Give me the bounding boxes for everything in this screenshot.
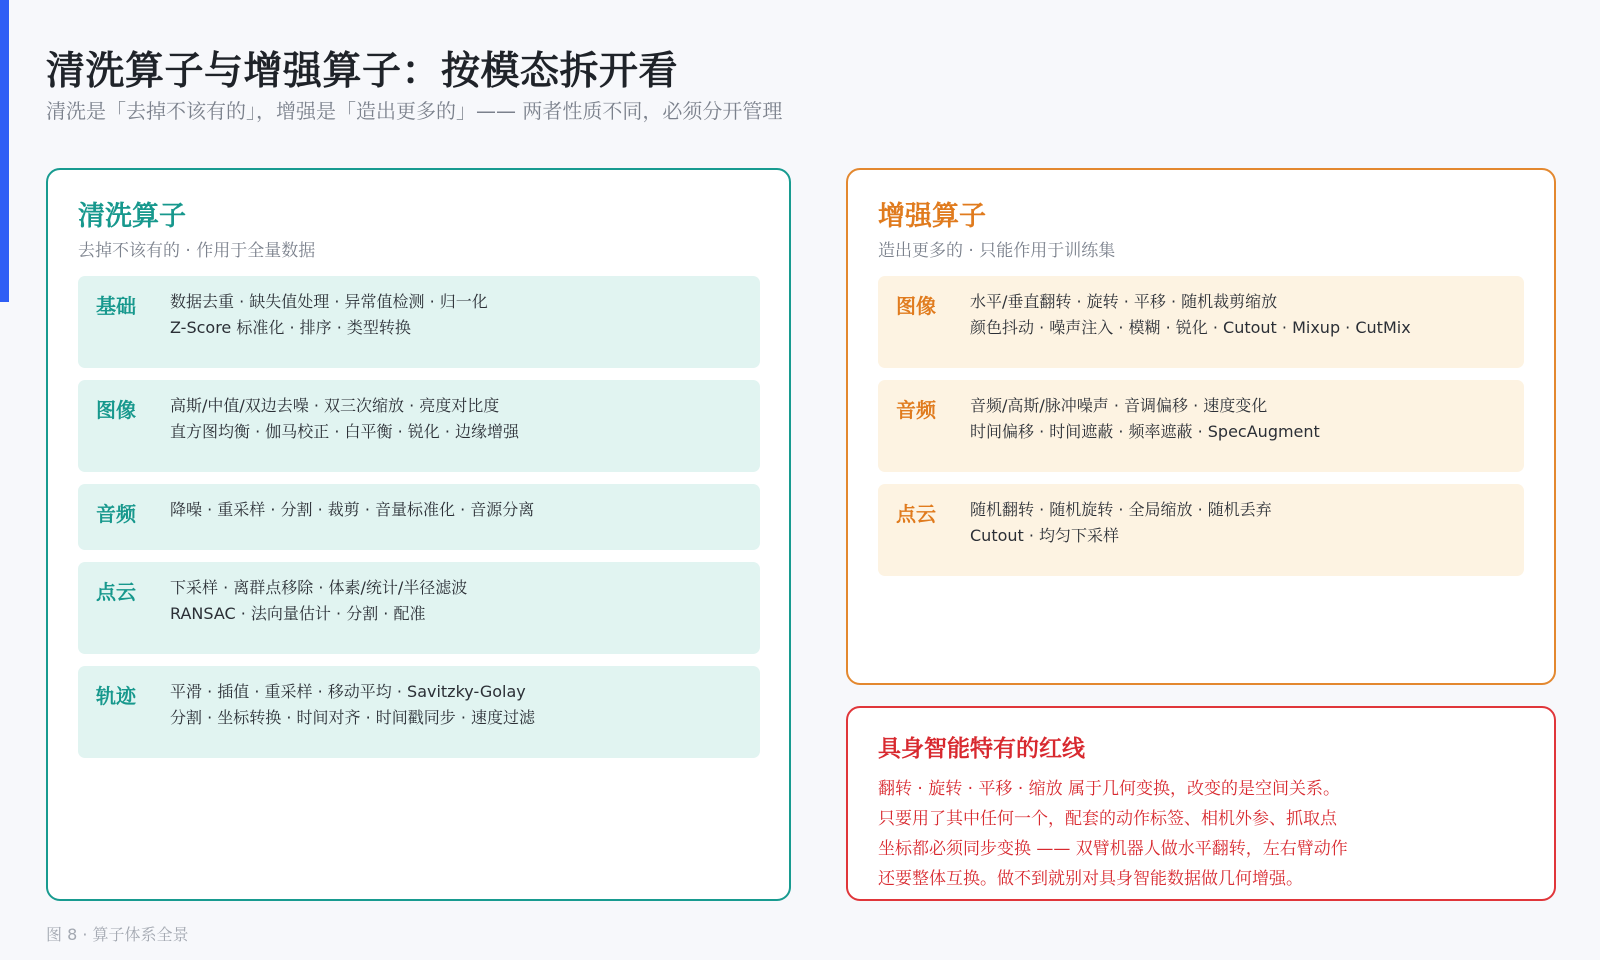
clean-operators-panel bbox=[46, 168, 791, 901]
row-lines bbox=[970, 497, 1272, 549]
row-line: 颜色抖动 · 噪声注入 · 模糊 · 锐化 · Cutout · Mixup · CutMix bbox=[970, 318, 1411, 337]
redline-line: 还要整体互换。做不到就别对具身智能数据做几何增强。 bbox=[878, 869, 1303, 889]
page-title: 清洗算子与增强算子：按模态拆开看 bbox=[46, 49, 679, 94]
clean-panel-subtitle: 去掉不该有的 · 作用于全量数据 bbox=[78, 241, 316, 261]
row-label: 点云 bbox=[96, 580, 136, 604]
redline-title: 具身智能特有的红线 bbox=[878, 736, 1085, 762]
row-line: Cutout · 均匀下采样 bbox=[970, 526, 1120, 545]
row-line: 随机翻转 · 随机旋转 · 全局缩放 · 随机丢弃 bbox=[970, 500, 1272, 519]
redline-line: 翻转 · 旋转 · 平移 · 缩放 属于几何变换，改变的是空间关系。 bbox=[878, 779, 1341, 799]
row-lines bbox=[170, 679, 535, 731]
row-line: 直方图均衡 · 伽马校正 · 白平衡 · 锐化 · 边缘增强 bbox=[170, 422, 520, 441]
augment-row-audio bbox=[878, 380, 1524, 472]
row-label: 轨迹 bbox=[96, 684, 136, 708]
row-line: 水平/垂直翻转 · 旋转 · 平移 · 随机裁剪缩放 bbox=[970, 292, 1278, 311]
row-lines bbox=[170, 393, 519, 445]
clean-row-basic bbox=[78, 276, 760, 368]
row-label: 图像 bbox=[96, 398, 136, 422]
page-subtitle: 清洗是「去掉不该有的」，增强是「造出更多的」—— 两者性质不同，必须分开管理 bbox=[46, 99, 783, 123]
row-lines bbox=[170, 289, 488, 341]
redline-line: 坐标都必须同步变换 —— 双臂机器人做水平翻转，左右臂动作 bbox=[878, 839, 1348, 859]
row-label: 图像 bbox=[896, 294, 936, 318]
accent-bar bbox=[0, 0, 9, 302]
clean-row-image bbox=[78, 380, 760, 472]
augment-row-list bbox=[878, 276, 1524, 588]
clean-panel-title: 清洗算子 bbox=[78, 201, 186, 232]
row-line: 时间偏移 · 时间遮蔽 · 频率遮蔽 · SpecAugment bbox=[970, 422, 1320, 441]
row-line: 下采样 · 离群点移除 · 体素/统计/半径滤波 bbox=[170, 578, 468, 597]
row-label: 音频 bbox=[896, 398, 936, 422]
row-line: 分割 · 坐标转换 · 时间对齐 · 时间戳同步 · 速度过滤 bbox=[170, 708, 536, 727]
row-label: 基础 bbox=[96, 294, 136, 318]
augment-operators-panel bbox=[846, 168, 1556, 685]
row-lines bbox=[970, 289, 1411, 341]
row-lines bbox=[970, 393, 1320, 445]
clean-row-pointcloud bbox=[78, 562, 760, 654]
clean-row-audio bbox=[78, 484, 760, 550]
row-line: 数据去重 · 缺失值处理 · 异常值检测 · 归一化 bbox=[170, 292, 488, 311]
augment-row-image bbox=[878, 276, 1524, 368]
augment-row-pointcloud bbox=[878, 484, 1524, 576]
row-line: RANSAC · 法向量估计 · 分割 · 配准 bbox=[170, 604, 426, 623]
figure-caption: 图 8 · 算子体系全景 bbox=[46, 925, 189, 944]
augment-panel-subtitle: 造出更多的 · 只能作用于训练集 bbox=[878, 241, 1116, 261]
row-line: 高斯/中值/双边去噪 · 双三次缩放 · 亮度对比度 bbox=[170, 396, 500, 415]
row-line: 降噪 · 重采样 · 分割 · 裁剪 · 音量标准化 · 音源分离 bbox=[170, 500, 535, 519]
row-lines bbox=[170, 497, 534, 523]
row-line: 平滑 · 插值 · 重采样 · 移动平均 · Savitzky-Golay bbox=[170, 682, 526, 701]
augment-panel-title: 增强算子 bbox=[878, 201, 986, 232]
row-line: Z-Score 标准化 · 排序 · 类型转换 bbox=[170, 318, 411, 337]
clean-row-list bbox=[78, 276, 760, 770]
redline-warning-panel bbox=[846, 706, 1556, 901]
redline-body bbox=[878, 774, 1348, 894]
row-label: 点云 bbox=[896, 502, 936, 526]
row-lines bbox=[170, 575, 467, 627]
clean-row-trajectory bbox=[78, 666, 760, 758]
row-line: 音频/高斯/脉冲噪声 · 音调偏移 · 速度变化 bbox=[970, 396, 1268, 415]
row-label: 音频 bbox=[96, 502, 136, 526]
redline-line: 只要用了其中任何一个，配套的动作标签、相机外参、抓取点 bbox=[878, 809, 1337, 829]
